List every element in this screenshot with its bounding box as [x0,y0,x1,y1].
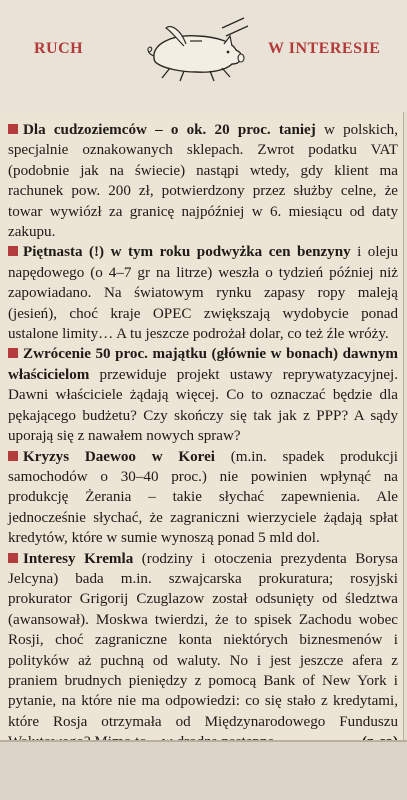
square-bullet-icon [8,348,18,358]
article-body: i oleju napędowego (o 4–7 gr na litrze) weszła o tydzień później niż zapowiadano. Na światowym rynku zapasy ropy maleją (jesień), choć kraje OPEC zwiększają wydobycie ponad ustalone limity… A tu jeszcze podrożał dolar, co też źle wróży. [8,244,398,343]
article-lead: Kryzys Daewoo w Korei [23,448,215,465]
article-item [8,242,398,344]
article-lead: Piętnasta (!) w tym roku podwyżka cen benzyny [23,244,351,261]
article-lead: Interesy Kremla [23,550,134,567]
page-bottom-strip [0,742,407,800]
square-bullet-icon [8,451,18,461]
article-list [8,120,398,753]
article-item [8,447,398,549]
section-title-left: RUCH [34,40,84,57]
article-item [8,549,398,753]
article-body: przewiduje projekt ustawy reprywatyzacyjnej. Dawni właściciele żądają więcej. Co to oznaczać będzie dla pękającego budżetu? Czy skończy się tak jak z PPP? A sądy uporają się z nawałem nowych spraw? [8,366,398,445]
column-header [0,0,407,112]
article-lead: Dla cudzoziemców – o ok. 20 proc. taniej [23,122,316,138]
square-bullet-icon [8,553,18,563]
square-bullet-icon [8,246,18,256]
piggy-bank-icon [140,14,260,84]
article-body: (rodziny i otoczenia prezydenta Borysa Jelcyna) bada m.in. szwajcarska prokuratura; rosyjski prokurator Grigorij Czuglazow został odsunięty od śledztwa (awansował). Moskwa twierdzi, że to spisek Zachodu wobec Rosji, choć zagraniczne konta niektórych biznesmenów i polityków aż puchną od waluty. No i jest jeszcze afera z praniem brudnych pieniędzy z pomocą Bank of New York i pytanie, na które nie ma odpowiedzi: co się stało z kredytami, które Rosja otrzymała od Międzynarodowego Funduszu [8,550,398,730]
square-bullet-icon [8,124,18,134]
article-body: w polskich, specjalnie oznakowanych sklepach. Zwrot podatku VAT (podobnie jak na świecie) nastąpi wtedy, gdy klient ma rachunek pow. 200 zł, potwierdzony przez służby celne, że towar wywiózł za granicę najpóźniej w 6. miesiącu od daty zakupu. [8,122,398,241]
article-lead: Zwrócenie 50 proc. majątku (głównie w bonach) dawnym właścicielom [8,346,398,383]
article-item [8,120,398,242]
article-item [8,344,398,446]
section-title-right: W INTERESIE [268,40,381,57]
article-body: (m.in. spadek produkcji samochodów o 30–40 proc.) nie powinien wpłynąć na produkcję Żerania – takie słychać zapewnienia. Ale jednocześnie słychać, że zagraniczni wierzyciele żądają spłat kredytów, które w sumie wynoszą ponad 5 mld dol. [8,448,398,547]
